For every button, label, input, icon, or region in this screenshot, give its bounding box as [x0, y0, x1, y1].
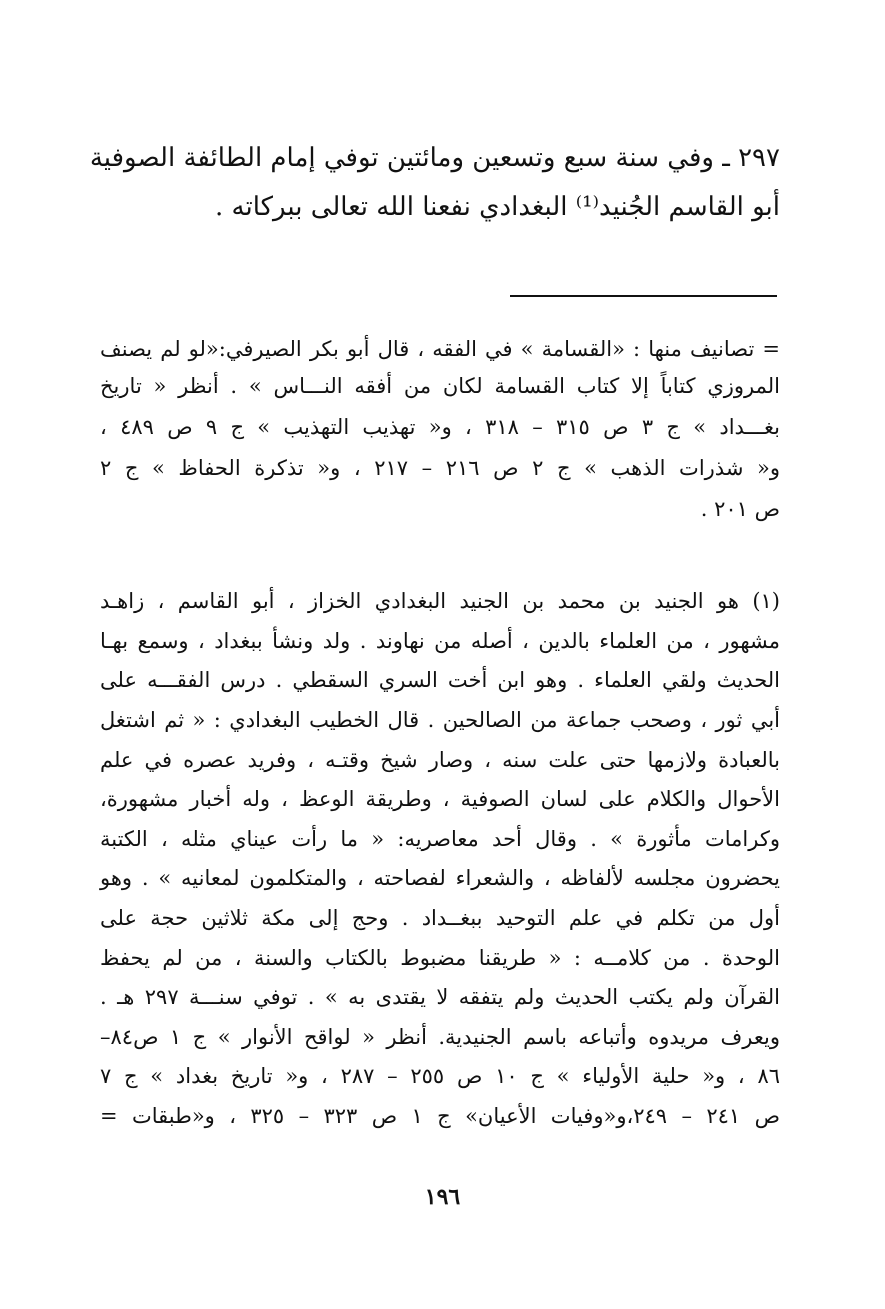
footnote-line: يحضرون مجلسه لألفاظه ، والشعراء لفصاحته ، والمتكلمون لمعانيه » . وهو — [100, 866, 780, 890]
footnote-line: ٨٦ ، و« حلية الأولياء » ج ١٠ ص ٢٥٥ – ٢٨٧ ، و« تاريخ بغداد » ج ٧ — [100, 1064, 780, 1088]
footnote-line: أول من تكلم في علم التوحيد ببغــداد . وحج إلى مكة ثلاثين حجة على — [100, 906, 780, 930]
footnote-line: أبي ثور ، وصحب جماعة من الصالحين . قال الخطيب البغدادي : « ثم اشتغل — [100, 708, 780, 732]
footnote-line: ص ٢٤١ – ٢٤٩،و«وفيات الأعيان» ج ١ ص ٣٢٣ – ٣٢٥ ، و«طبقات = — [100, 1104, 780, 1128]
continued-footnote-line: = تصانيف منها : «القسامة » في الفقه ، قال أبو بكر الصيرفي:«لو لم يصنف — [100, 337, 780, 361]
footnote-line: الحديث ولقي العلماء . وهو ابن أخت السري السقطي . درس الفقـــه على — [100, 668, 780, 692]
page-number: ١٩٦ — [424, 1184, 461, 1210]
footnote-line: بالعبادة ولازمها حتى علت سنه ، وصار شيخ وقتـه ، وفريد عصره في علم — [100, 748, 780, 772]
main-text-line: ٢٩٧ ـ وفي سنة سبع وتسعين ومائتين توفي إمام الطائفة الصوفية — [89, 143, 780, 173]
footnote-line: الأحوال والكلام على لسان الصوفية ، وطريقة الوعظ ، وله أخبار مشهورة، — [100, 787, 780, 811]
continued-footnote-line: بغـــداد » ج ٣ ص ٣١٥ – ٣١٨ ، و« تهذيب التهذيب » ج ٩ ص ٤٨٩ ، — [100, 415, 780, 439]
footnote-line: مشهور ، من العلماء بالدين ، أصله من نهاوند . ولد ونشأ ببغداد ، وسمع بهـا — [100, 629, 780, 653]
footnote-separator — [510, 295, 777, 297]
continued-footnote-line: المروزي كتاباً إلا كتاب القسامة لكان من أفقه النـــاس » . أنظر « تاريخ — [100, 374, 780, 398]
footnote-line: القرآن ولم يكتب الحديث ولم يتفقه لا يقتدى به » . توفي سنـــة ٢٩٧ هـ . — [100, 985, 780, 1009]
continued-footnote-line: ص ٢٠١ . — [700, 497, 780, 521]
main-text-line: أبو القاسم الجُنيد⁽¹⁾ البغدادي نفعنا الله تعالى ببركاته . — [215, 192, 780, 222]
footnote-line: ويعرف مريدوه وأتباعه باسم الجنيدية. أنظر « لواقح الأنوار » ج ١ ص٨٤– — [100, 1025, 780, 1049]
footnote-line: وكرامات مأثورة » . وقال أحد معاصريه: « ما رأت عيناي مثله ، الكتبة — [100, 827, 780, 851]
footnote-line: (١) هو الجنيد بن محمد بن الجنيد البغدادي الخزاز ، أبو القاسم ، زاهـد — [100, 589, 780, 613]
continued-footnote-line: و« شذرات الذهب » ج ٢ ص ٢١٦ – ٢١٧ ، و« تذكرة الحفاظ » ج ٢ — [100, 456, 780, 480]
footnote-line: الوحدة . من كلامــه : « طريقنا مضبوط بالكتاب والسنة ، من لم يحفظ — [100, 946, 780, 970]
